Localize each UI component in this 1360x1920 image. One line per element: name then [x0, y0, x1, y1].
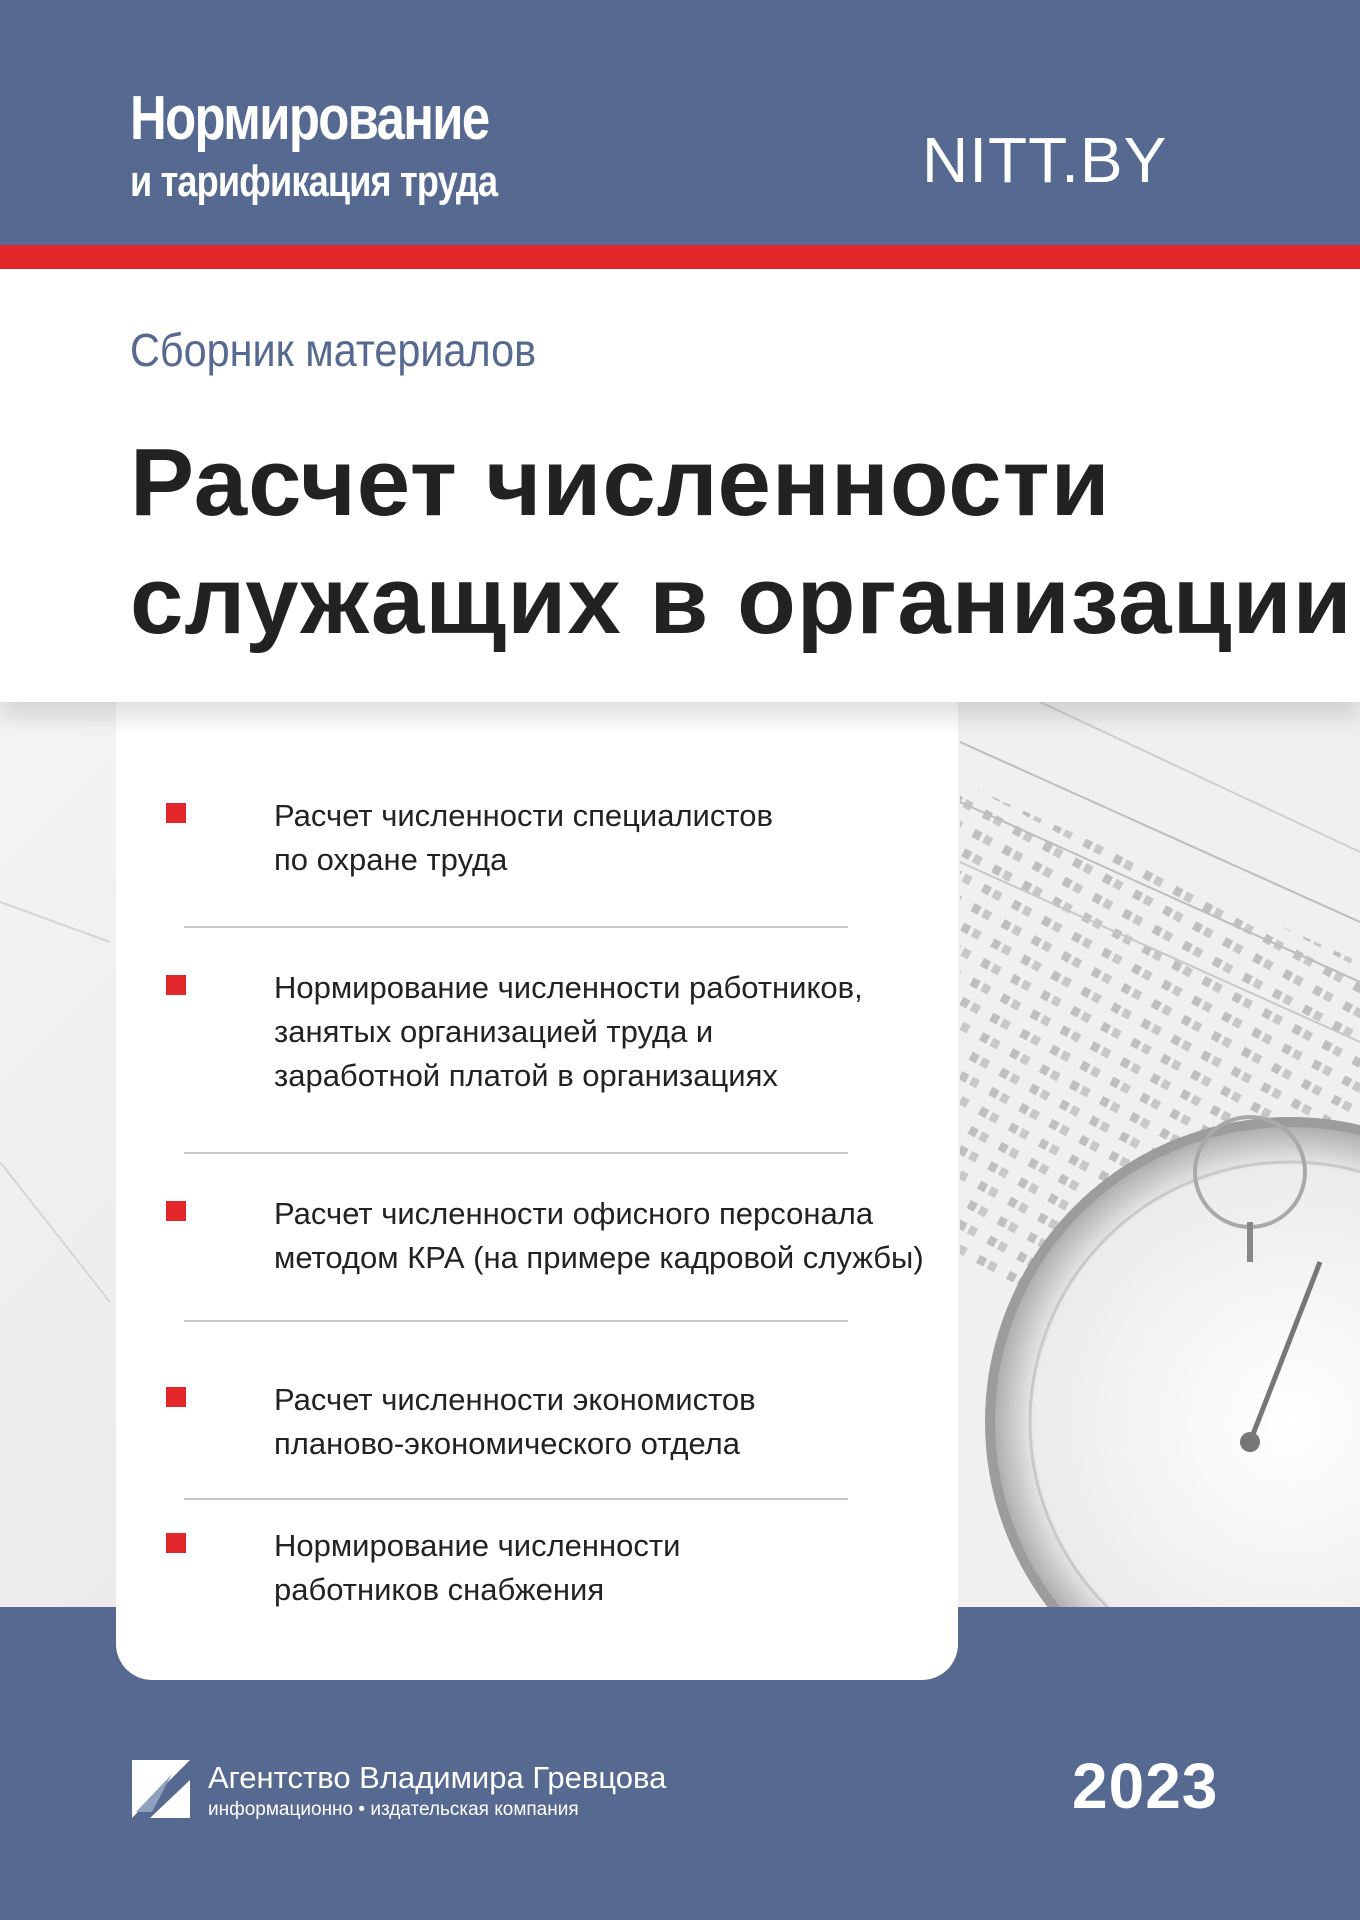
site-name: NITT.BY [922, 124, 1168, 196]
cover-header [0, 0, 1360, 245]
list-item-text: Расчет численности офисного персонала методом КРА (на примере кадровой службы) [274, 1196, 924, 1275]
list-item-text: Расчет численности специалистов по охране труда [274, 798, 773, 877]
list-item-text: Нормирование численности работников снабжения [274, 1528, 681, 1607]
list-item-text: Нормирование численности работников, занятых организацией труда и заработной платой в организациях [274, 970, 863, 1093]
divider [184, 1320, 848, 1322]
divider [184, 926, 848, 928]
bullet-icon [166, 1387, 186, 1407]
publication-year: 2023 [1072, 1750, 1219, 1822]
publisher-subtitle: информационно • издательская компания [208, 1799, 579, 1820]
collection-label: Сборник материалов [130, 324, 537, 376]
divider [184, 1152, 848, 1154]
contents-card [116, 702, 958, 1680]
bullet-icon [166, 975, 186, 995]
bullet-icon [166, 1533, 186, 1553]
title-block [0, 269, 1360, 702]
publisher-name: Агентство Владимира Гревцова [208, 1760, 667, 1795]
bullet-icon [166, 803, 186, 823]
series-title: Нормирование [130, 84, 489, 153]
main-title-line2: служащих в организации [130, 547, 1353, 654]
list-item-text: Расчет численности экономистов планово-экономического отдела [274, 1382, 756, 1461]
main-title [130, 424, 1353, 660]
publisher-logo-icon [132, 1760, 190, 1818]
bullet-icon [166, 1201, 186, 1221]
main-title-line1: Расчет численности [130, 429, 1111, 536]
red-stripe [0, 245, 1360, 269]
series-subtitle: и тарификация труда [130, 157, 498, 206]
divider [184, 1498, 848, 1500]
